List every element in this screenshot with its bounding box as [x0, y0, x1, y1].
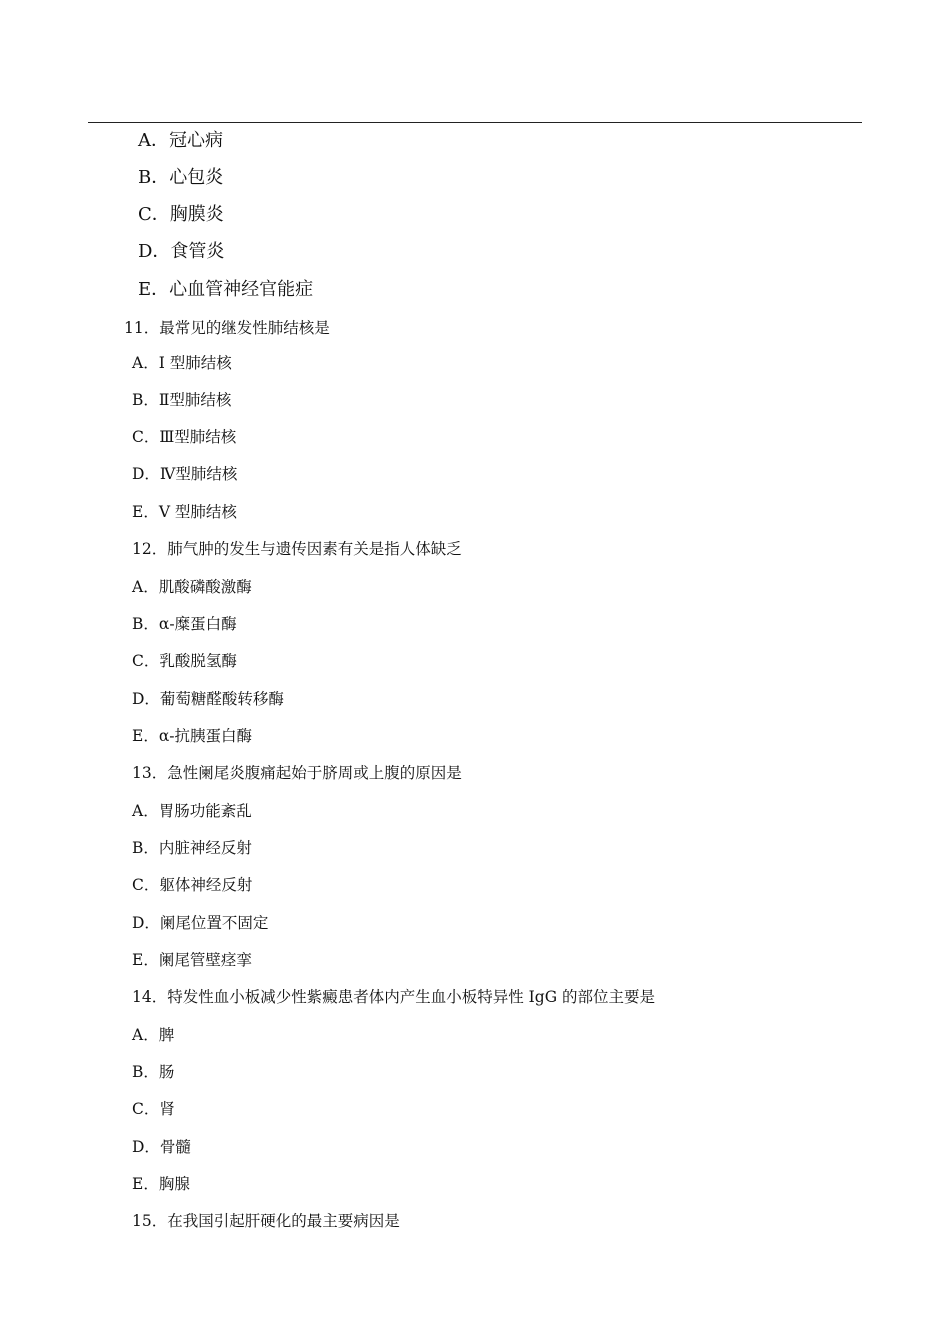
question-13-option-a: A．胃肠功能紊乱 [132, 802, 252, 820]
question-14-option-b: B．肠 [132, 1063, 175, 1081]
question-14-option-d: D．骨髓 [132, 1138, 191, 1156]
question-15-stem: 15．在我国引起肝硬化的最主要病因是 [132, 1212, 400, 1230]
question-11-option-e: E．V 型肺结核 [132, 503, 237, 521]
question-11-option-b: B．Ⅱ型肺结核 [132, 391, 232, 409]
option-e: E．心血管神经官能症 [138, 279, 314, 300]
question-13-stem: 13．急性阑尾炎腹痛起始于脐周或上腹的原因是 [132, 764, 462, 782]
option-a: A．冠心病 [138, 130, 223, 151]
option-b: B．心包炎 [138, 167, 224, 188]
question-12-option-a: A．肌酸磷酸激酶 [132, 578, 252, 596]
question-11-option-d: D．Ⅳ型肺结核 [132, 465, 238, 483]
question-14-option-e: E．胸腺 [132, 1175, 190, 1193]
question-12-option-d: D．葡萄糖醛酸转移酶 [132, 690, 284, 708]
question-12-stem: 12．肺气肿的发生与遗传因素有关是指人体缺乏 [132, 540, 462, 558]
question-13-option-d: D．阑尾位置不固定 [132, 914, 269, 932]
question-12-option-b: B．α-糜蛋白酶 [132, 615, 237, 633]
question-12-option-e: E．α-抗胰蛋白酶 [132, 727, 253, 745]
question-11-option-c: C．Ⅲ型肺结核 [132, 428, 237, 446]
option-c: C．胸膜炎 [138, 204, 224, 225]
question-14-option-a: A．脾 [132, 1026, 175, 1044]
question-13-option-e: E．阑尾管壁痉挛 [132, 951, 252, 969]
header-rule [88, 122, 862, 123]
question-13-option-b: B．内脏神经反射 [132, 839, 252, 857]
question-13-option-c: C．躯体神经反射 [132, 876, 253, 894]
question-11-stem: 11．最常见的继发性肺结核是 [124, 319, 330, 337]
question-14-stem: 14．特发性血小板减少性紫癜患者体内产生血小板特异性 IgG 的部位主要是 [132, 988, 656, 1006]
question-14-option-c: C．肾 [132, 1100, 175, 1118]
option-d: D．食管炎 [138, 241, 225, 262]
question-11-option-a: A．I 型肺结核 [132, 354, 232, 372]
question-12-option-c: C．乳酸脱氢酶 [132, 652, 237, 670]
